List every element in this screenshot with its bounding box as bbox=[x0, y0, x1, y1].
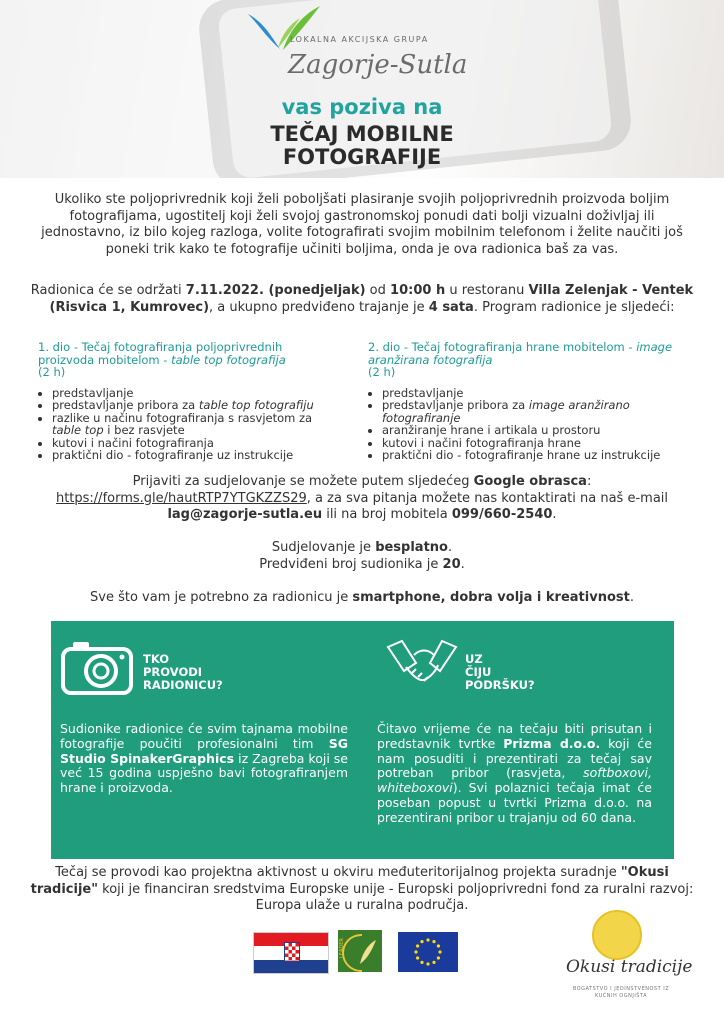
text: Sve što vam je potrebno za radionicu je bbox=[90, 590, 353, 605]
text: . bbox=[447, 540, 453, 555]
part2-heading bbox=[368, 341, 698, 379]
text: . bbox=[460, 556, 465, 572]
list-item: • predstavljanje bbox=[52, 387, 338, 400]
workshop-details bbox=[28, 283, 696, 316]
invite-line: vas poziva na bbox=[281, 95, 443, 119]
left-box-label bbox=[143, 653, 223, 692]
part2-hours: (2 h) bbox=[368, 365, 396, 379]
text: ). Svi polaznici tečaja imat će poseban popust u tvrtki Prizma d.o.o. na prezentirani pribor u trajanju od 60 dana. bbox=[377, 780, 652, 825]
handshake-icon bbox=[386, 637, 458, 689]
text: , a za sva pitanja možete nas kontaktirati na naš e-mail bbox=[306, 490, 669, 506]
sponsor-name: Prizma d.o.o. bbox=[503, 735, 601, 751]
eu-flag-icon bbox=[398, 932, 458, 972]
hero-banner bbox=[0, 0, 724, 178]
list-item: • kutovi i načini fotografiranja bbox=[52, 437, 338, 450]
workshop-duration: 4 sata bbox=[428, 299, 474, 315]
left-box-text bbox=[60, 722, 348, 796]
participation-info bbox=[28, 540, 696, 573]
text: : bbox=[586, 474, 592, 489]
contact-email[interactable]: lag@zagorje-sutla.eu bbox=[167, 507, 323, 523]
part1-title: 1. dio - Tečaj fotografiranja poljoprivrednih proizvoda mobitelom - bbox=[38, 340, 283, 367]
text: koji će nam posuditi i prezentirati za tečaj sav potreban pribor (rasvjeta, bbox=[377, 735, 652, 781]
text: TKO bbox=[143, 652, 170, 666]
part1-hours: (2 h) bbox=[38, 365, 66, 379]
project-name: "Okusi tradicije" bbox=[30, 865, 669, 897]
text: softboxovi, whiteboxovi bbox=[377, 765, 652, 796]
list-item: • razlike u načinu fotografiranja s rasvjetom za table top i bez rasvjete bbox=[52, 412, 338, 437]
part2-title: 2. dio - Tečaj fotografiranja hrane mobitelom - bbox=[368, 340, 637, 354]
part1-heading bbox=[38, 341, 338, 379]
okusi-tradicije-logo-icon bbox=[592, 910, 642, 960]
list-item: • predstavljanje pribora za table top fotografiju bbox=[52, 399, 338, 412]
list-item: • praktični dio - fotografiranje uz instrukcije bbox=[52, 449, 338, 462]
free-label: besplatno bbox=[375, 540, 448, 555]
text: Predviđeni broj sudionika je bbox=[259, 556, 443, 572]
participant-count: 20 bbox=[442, 556, 461, 572]
text: Radionica će se održati bbox=[30, 283, 186, 298]
text: UZ bbox=[465, 652, 483, 666]
text: u restoranu bbox=[445, 283, 529, 298]
workshop-date: 7.11.2022. (ponedjeljak) bbox=[185, 283, 366, 298]
google-form-label: Google obrasca bbox=[473, 474, 587, 489]
text: . bbox=[629, 590, 634, 605]
text: PROVODI bbox=[143, 665, 203, 679]
part1-title-italic: table top fotografija bbox=[171, 352, 286, 367]
part2-title-italic: image aranžirana fotografija bbox=[368, 340, 673, 367]
org-script-name: Zagorje-Sutla bbox=[288, 50, 468, 80]
text: Sudionike radionice će svim tajnama mobilne fotografije poučiti profesionalni tim bbox=[60, 721, 348, 751]
text: ČIJU bbox=[465, 665, 492, 679]
list-item: • aranžiranje hrane i artikala u prostoru bbox=[382, 424, 698, 437]
text: od bbox=[365, 283, 391, 298]
leader-logo-icon bbox=[338, 930, 382, 972]
studio-name: SG Studio SpinakerGraphics bbox=[60, 735, 348, 766]
text: . Program radionice je sljedeći: bbox=[473, 299, 675, 315]
footer-paragraph bbox=[28, 865, 696, 915]
text: Čitavo vrijeme će na tečaju biti prisutan i predstavnik tvrtke bbox=[377, 721, 652, 751]
list-item: • predstavljanje bbox=[382, 387, 698, 400]
page-title-line1: TEČAJ MOBILNE bbox=[270, 122, 454, 146]
registration-paragraph bbox=[28, 474, 696, 524]
list-item: • kutovi i načini fotografiranja hrane bbox=[382, 437, 698, 450]
text: iz Zagreba koji se već 15 godina uspješno bavi fotografiranjem hrane i proizvoda. bbox=[60, 750, 348, 796]
croatia-flag-icon bbox=[253, 932, 329, 974]
program-part1 bbox=[38, 341, 338, 462]
list-item: • predstavljanje pribora za image aranžirano fotografiranje bbox=[382, 399, 698, 424]
text: ili na broj mobitela bbox=[322, 507, 452, 523]
lag-logo-icon bbox=[238, 4, 328, 52]
text: RADIONICU? bbox=[143, 678, 223, 692]
registration-form-link[interactable]: https://forms.gle/hautRTP7YTGKZZS29 bbox=[55, 490, 307, 506]
text: koji je financiran sredstvima Europske unije - Europski poljoprivredni fond za ruralni razvoj: Europa ulaže u ruralna područja. bbox=[98, 881, 694, 914]
text: , a ukupno predviđeno trajanje je bbox=[209, 299, 429, 315]
workshop-venue: Villa Zelenjak - Ventek (Risvica 1, Kumrovec) bbox=[49, 283, 694, 315]
text: . bbox=[552, 507, 557, 523]
list-item: • praktični dio - fotografiranje hrane uz instrukcije bbox=[382, 449, 698, 462]
program-part2 bbox=[368, 341, 698, 462]
requirements-items: smartphone, dobra volja i kreativnost bbox=[352, 590, 630, 605]
text: Tečaj se provodi kao projektna aktivnost u okviru međuteritorijalnog projekta suradnje bbox=[55, 865, 621, 880]
text: Prijaviti za sudjelovanje se možete putem sljedećeg bbox=[132, 474, 474, 489]
leader-text: LEADER bbox=[339, 938, 345, 958]
part2-list bbox=[368, 387, 698, 462]
page-title-line2: FOTOGRAFIJE bbox=[282, 145, 442, 169]
leaf-icon bbox=[358, 938, 378, 966]
camera-icon bbox=[61, 639, 133, 695]
right-box-label bbox=[465, 653, 535, 692]
text: Sudjelovanje je bbox=[271, 540, 376, 555]
info-box bbox=[51, 621, 674, 859]
org-small-label: LOKALNA AKCIJSKA GRUPA bbox=[290, 35, 429, 44]
okusi-logo-tagline: BOGATSTVO I JEDINSTVENOST IZ KUĆNIH OGNJIŠTA bbox=[572, 986, 670, 999]
right-box-text bbox=[377, 722, 652, 826]
contact-phone: 099/660-2540 bbox=[451, 507, 553, 523]
intro-paragraph: Ukoliko ste poljoprivrednik koji želi poboljšati plasiranje svojih poljoprivrednih proizvoda boljim fotografijama, ugostitelj koji želi svojoj gastronomskoj ponudi dati bolji vizualni doživljaj ili jednostavno, iz bilo kojeg razloga, volite fotografirati svojim mobilnim telefonom i želite naučiti još poneki trik kako te fotografije učiniti boljima, onda je ova radionica baš za vas. bbox=[41, 192, 683, 257]
part1-list bbox=[38, 387, 338, 462]
text: PODRŠKU? bbox=[465, 678, 535, 692]
requirements-line bbox=[28, 590, 696, 607]
okusi-logo-text: Okusi tradicije bbox=[566, 957, 693, 977]
workshop-time: 10:00 h bbox=[390, 283, 446, 298]
